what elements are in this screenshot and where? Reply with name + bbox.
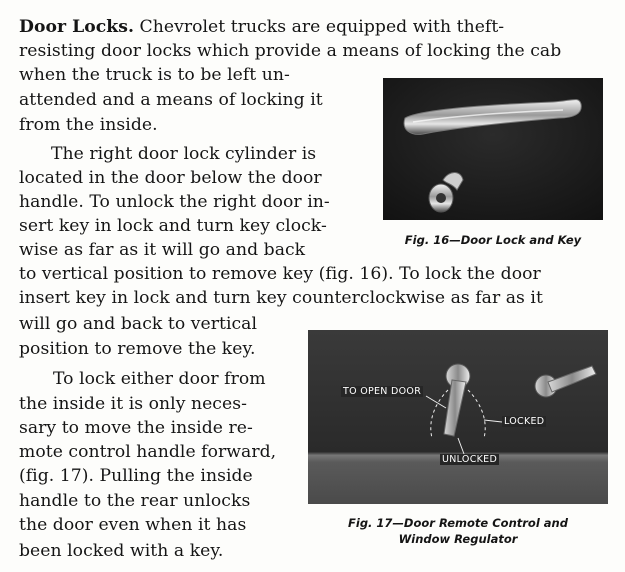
paragraph-line-3: when the truck is to be left un- bbox=[19, 65, 290, 85]
paragraph-line-11: to vertical position to remove key (fig. 16). To lock the door bbox=[19, 264, 541, 284]
paragraph-line-22: been locked with a key. bbox=[19, 541, 224, 561]
paragraph-line-19: (fig. 17). Pulling the inside bbox=[19, 466, 253, 486]
figure-17-caption-line-2: Window Regulator bbox=[398, 532, 518, 546]
paragraph-line-14: position to remove the key. bbox=[19, 339, 256, 359]
label-locked: LOCKED bbox=[504, 416, 545, 427]
paragraph-line-20: handle to the rear unlocks bbox=[19, 491, 251, 511]
figure-17-caption-line-1: Fig. 17—Door Remote Control and bbox=[348, 516, 568, 530]
figure-17-photo bbox=[308, 330, 608, 504]
paragraph-line-13: will go and back to vertical bbox=[19, 314, 258, 334]
door-handle-illustration bbox=[383, 78, 603, 220]
paragraph-line-2: resisting door locks which provide a means of locking the cab bbox=[19, 41, 562, 61]
paragraph-line-4: attended and a means of locking it bbox=[19, 90, 323, 110]
label-unlocked: UNLOCKED bbox=[442, 454, 498, 465]
paragraph-line-10: wise as far as it will go and back bbox=[19, 240, 306, 260]
paragraph-line-9: sert key in lock and turn key clock- bbox=[19, 216, 327, 236]
paragraph-line-15: To lock either door from bbox=[53, 369, 266, 389]
paragraph-line-7: located in the door below the door bbox=[19, 168, 322, 188]
paragraph-line-17: sary to move the inside re- bbox=[19, 418, 253, 438]
remote-control-illustration bbox=[308, 330, 608, 504]
paragraph-line-5: from the inside. bbox=[19, 115, 158, 135]
figure-16-photo bbox=[383, 78, 603, 220]
paragraph-line-1 bbox=[19, 16, 504, 38]
figure-16-caption: Fig. 16—Door Lock and Key bbox=[404, 233, 582, 247]
paragraph-line-8: handle. To unlock the right door in- bbox=[19, 192, 330, 212]
section-heading: Door Locks. bbox=[19, 17, 135, 37]
paragraph-line-16: the inside it is only neces- bbox=[19, 394, 247, 414]
paragraph-line-18: mote control handle forward, bbox=[19, 442, 277, 462]
paragraph-line-21: the door even when it has bbox=[19, 515, 247, 535]
label-to-open-door: TO OPEN DOOR bbox=[343, 386, 422, 397]
text-line: Chevrolet trucks are equipped with theft- bbox=[139, 17, 505, 37]
paragraph-line-6: The right door lock cylinder is bbox=[51, 144, 317, 164]
paragraph-line-12: insert key in lock and turn key counterclockwise as far as it bbox=[19, 288, 543, 308]
